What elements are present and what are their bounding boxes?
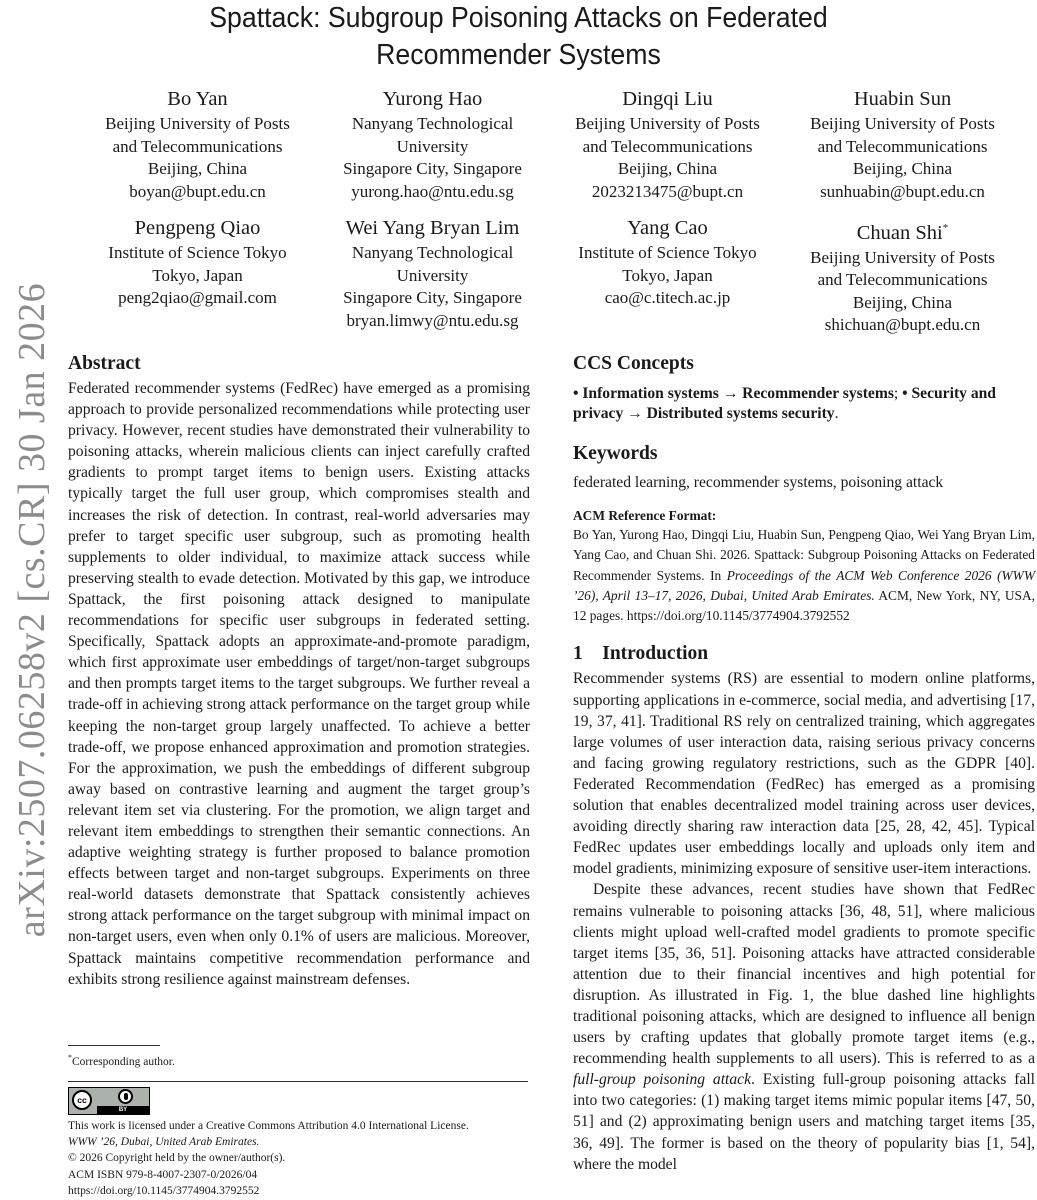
- author-affiliation-line: Beijing University of Posts: [575, 114, 760, 133]
- author-card: [80, 215, 315, 337]
- ccs-heading: CCS Concepts: [573, 353, 694, 374]
- by-label: BY: [97, 1106, 149, 1114]
- author-name: Wei Yang Bryan Lim: [345, 217, 520, 239]
- footnote-text: Corresponding author.: [72, 1055, 175, 1068]
- author-name: Pengpeng Qiao: [134, 217, 261, 239]
- author-block: [80, 86, 1020, 337]
- author-card: [315, 86, 550, 203]
- acm-reference-publisher: ACM, New York, NY, USA, 12 pages. https://doi.org/10.1145/3774904.3792552: [573, 587, 1035, 624]
- ccs-end: .: [834, 405, 839, 422]
- author-email[interactable]: boyan@bupt.edu.cn: [129, 181, 266, 201]
- author-email[interactable]: 2023213475@bupt.cn: [591, 181, 744, 201]
- author-affiliation-line: Singapore City, Singapore: [343, 159, 522, 178]
- copyright-line: © 2026 Copyright held by the owner/author(s).: [68, 1152, 286, 1165]
- ccs-separator: ;: [893, 385, 903, 402]
- author-affiliation-line: Beijing, China: [852, 292, 953, 312]
- introduction-heading: 1 Introduction: [573, 643, 709, 665]
- acm-reference-authors: Bo Yan, Yurong Hao, Dingqi Liu, Huabin Sun, Pengpeng Qiao, Wei Yang Bryan Lim, Yang Cao, and Chuan Shi. 2026. Spattack: Subgroup Poisoning Attacks on Federated Recommender Systems. In: [573, 527, 1035, 583]
- author-affiliation-line: and Telecommunications: [582, 136, 753, 156]
- author-affiliation-line: Beijing University of Posts: [810, 247, 995, 267]
- left-column: [68, 350, 530, 990]
- paper-title-line-2: Recommender Systems: [376, 39, 661, 71]
- author-card: [785, 86, 1020, 203]
- intro-para2-text: Despite these advances, recent studies have shown that FedRec remains vulnerable to poisoning attacks [36, 48, 51], where malicious clients might upload well-crafted model gradients to promote specific target items [35, 36, 51]. Poisoning attacks have attracted considerable attention due to their financial incentives and high potential for disruption. As illustrated in Fig. 1, the blue dashed line highlights traditional poisoning attacks, which are designed to influence all benign users by crafting updates that globally promote target items (e.g., recommending health supplements to all users). This is referred to as a: [573, 881, 1035, 1068]
- author-email[interactable]: peng2qiao@gmail.com: [118, 288, 277, 307]
- author-affiliation-line: and Telecommunications: [817, 136, 988, 156]
- author-affiliation-line: and Telecommunications: [817, 270, 988, 290]
- author-affiliation-line: and Telecommunications: [112, 136, 283, 156]
- cc-by-license-badge[interactable]: [68, 1087, 150, 1115]
- author-name: Yang Cao: [627, 217, 708, 239]
- ccs-concept-1: • Information systems → Recommender systems: [573, 385, 894, 402]
- license-statement: This work is licensed under a Creative Commons Attribution 4.0 International License.: [68, 1120, 469, 1132]
- introduction-paragraph-1: Recommender systems (RS) are essential to modern online platforms, supporting applications in e-commerce, social media, and advertising [17, 19, 37, 41]. Traditional RS rely on centralized training, which aggregates large volumes of user interaction data, raising serious privacy concerns and facing growing regulatory restrictions, such as the GDPR [40]. Federated Recommendation (FedRec) has emerged as a promising solution that enables decentralized model training across user devices, avoiding directly sharing raw interaction data [25, 28, 42, 45]. Typical FedRec updates user embeddings locally and uploads only item and model gradients, minimizing exposure of sensitive user-item interactions.: [573, 670, 1035, 878]
- author-affiliation-line: Beijing, China: [852, 159, 953, 178]
- abstract-text: Federated recommender systems (FedRec) have emerged as a promising approach to provide personalized recommendations while protecting user privacy. However, recent studies have demonstrated their vulnerability to poisoning attacks, wherein malicious clients can inject carefully crafted gradients to prompt target items to benign users. Existing attacks typically target the full user group, which compromises stealth and increases the risk of detection. In contrast, real-world adversaries may prefer to target specific user subgroup, such as promoting health supplements to older individual, to maximize attack success while preserving stealth to evade detection. Motivated by this gap, we introduce Spattack, the first poisoning attack designed to manipulate recommendations for specific user subgroups in federated setting. Specifically, Spattack adopts an approximate-and-promote paradigm, which first approximate user embeddings of target/non-target subgroups and then prompts target items to the target subgroups. We further reveal a trade-off in achieving strong attack performance on the target group while keeping the non-target group largely unaffected. To achieve a better trade-off, we propose enhanced approximation and promotion strategies. For the approximation, we push the embeddings of different subgroup away based on contrastive learning and augment the target group’s relevant item set via clustering. For the promotion, we align target and relevant item embeddings to strengthen their semantic connections. An adaptive weighting strategy is further proposed to balance promotion effects between target and non-target subgroups. Experiments on three real-world datasets demonstrate that Spattack consistently achieves strong attack performance on the target subgroup with minimal impact on non-target users, even when only 0.1% of users are malicious. Moreover, Spattack maintains competitive recommendation performance and exhibits strong resilience against mainstream defenses.: [68, 380, 530, 988]
- author-affiliation-line: Beijing University of Posts: [105, 114, 290, 133]
- author-email[interactable]: cao@c.titech.ac.jp: [604, 288, 731, 307]
- paper-title-line-1: Spattack: Subgroup Poisoning Attacks on Federated: [209, 2, 828, 34]
- author-affiliation-line: Beijing University of Posts: [810, 114, 995, 133]
- author-email[interactable]: yurong.hao@ntu.edu.sg: [351, 181, 514, 201]
- author-name: Chuan Shi*: [856, 221, 949, 244]
- author-card: [550, 86, 785, 203]
- author-affiliation-line: Tokyo, Japan: [622, 265, 713, 285]
- author-affiliation-line: University: [396, 136, 469, 156]
- author-name: Dingqi Liu: [622, 88, 713, 110]
- creative-commons-icon: cc: [72, 1090, 92, 1110]
- author-card: [80, 86, 315, 203]
- author-affiliation-line: Tokyo, Japan: [152, 265, 243, 285]
- author-affiliation-line: Singapore City, Singapore: [343, 288, 522, 307]
- abstract-heading: Abstract: [68, 353, 141, 374]
- footnote-divider: [68, 1045, 160, 1046]
- arxiv-stamp: arXiv:2507.06258v2 [cs.CR] 30 Jan 2026: [11, 282, 53, 938]
- acm-reference-text: [573, 525, 1035, 626]
- venue-line: WWW ’26, Dubai, United Arab Emirates.: [68, 1136, 260, 1149]
- author-affiliation-line: Institute of Science Tokyo: [578, 243, 757, 262]
- acm-reference: [573, 507, 1035, 626]
- author-card: [785, 215, 1020, 337]
- author-email[interactable]: sunhuabin@bupt.edu.cn: [820, 181, 985, 201]
- ccs-concept-2: • Security and privacy → Distributed systems security: [573, 385, 996, 422]
- license-block: [68, 1118, 538, 1199]
- author-name: Yurong Hao: [382, 88, 483, 110]
- author-email[interactable]: shichuan@bupt.edu.cn: [824, 315, 981, 335]
- attribution-person-icon: [118, 1089, 133, 1104]
- paper-title: [41, 0, 995, 74]
- author-name: Bo Yan: [167, 88, 228, 110]
- author-affiliation-line: Beijing, China: [147, 159, 248, 178]
- intro-para2-continued: . Existing full-group poisoning attacks fall into two categories: (1) making target items mimic popular items [47, 50, 51] and (2) approximating benign users and matching target items [35, 36, 49]. The former is based on the theory of popularity bias [1, 54], where the model: [573, 1071, 1035, 1173]
- full-group-attack-term: full-group poisoning attack: [573, 1071, 751, 1089]
- acm-reference-venue: Proceedings of the ACM Web Conference 2026 (WWW ’26), April 13–17, 2026, Dubai, United Arab Emirates.: [573, 567, 1035, 603]
- keywords-heading: Keywords: [573, 443, 658, 464]
- author-affiliation-line: Beijing, China: [617, 159, 718, 178]
- author-card: [315, 215, 550, 337]
- isbn-line: ACM ISBN 979-8-4007-2307-0/2026/04: [68, 1168, 258, 1181]
- doi-link[interactable]: https://doi.org/10.1145/3774904.3792552: [68, 1184, 260, 1197]
- right-column: [573, 350, 1035, 1175]
- footnote: [68, 1050, 175, 1070]
- corresponding-author-mark: *: [942, 222, 949, 234]
- author-affiliation-line: Nanyang Technological: [351, 243, 514, 262]
- author-email[interactable]: bryan.limwy@ntu.edu.sg: [346, 310, 519, 330]
- acm-reference-label: ACM Reference Format:: [573, 508, 717, 523]
- author-affiliation-line: University: [396, 265, 469, 285]
- author-affiliation-line: Institute of Science Tokyo: [108, 243, 287, 262]
- license-divider: [68, 1081, 528, 1082]
- author-card: [550, 215, 785, 337]
- author-affiliation-line: Nanyang Technological: [351, 114, 514, 133]
- footnote-mark: *: [68, 1053, 72, 1062]
- introduction-paragraph-2: [573, 879, 1035, 1174]
- keywords-text: federated learning, recommender systems, poisoning attack: [573, 474, 944, 491]
- author-name: Huabin Sun: [853, 88, 952, 110]
- ccs-concepts: [573, 384, 1035, 424]
